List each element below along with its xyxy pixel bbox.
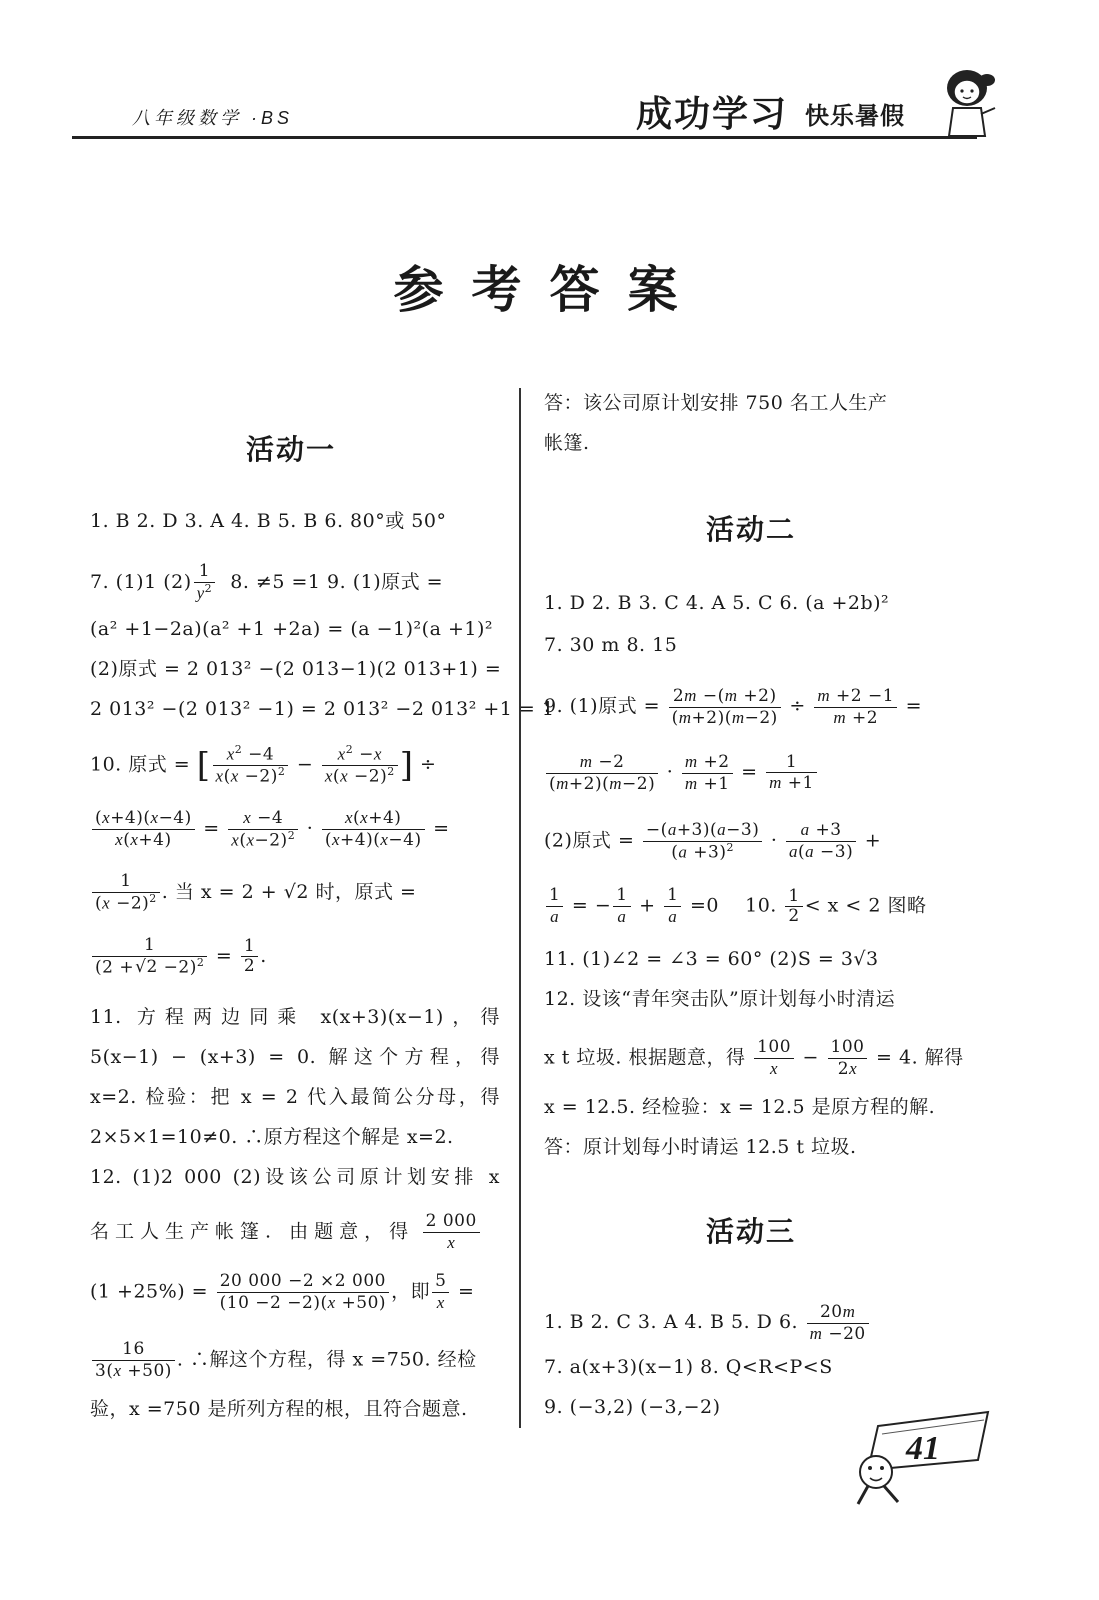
answer-line: 12. 设该“青年突击队”原计划每小时清运 <box>544 988 896 1010</box>
answer-line: (1 +25%) = $\frac{20 000 -2 \times 2 000}{(10 -2 -2)(x +50)}$ ，即 $\frac{5}{x}$ = <box>90 1271 475 1313</box>
answer-line: x = 12.5. 经检验：x = 12.5 是原方程的解. <box>544 1096 936 1118</box>
answer-line: $\frac{m -2}{(m+2)(m-2)}$ · $\frac{m +2}{m +1}$ = $\frac{1}{m +1}$ <box>544 752 819 794</box>
answer-line: 10. 原式 = [ $\frac{x^2 -4}{x(x -2)^2}$ − $\frac{x^2 -x}{x(x -2)^2}$ ] ÷ <box>90 743 437 787</box>
answer-line: 答：原计划每小时请运 12.5 t 垃圾. <box>544 1136 857 1158</box>
answer-line: 验，x =750 是所列方程的根，且符合题意. <box>90 1398 468 1420</box>
answer-line: (2)原式 = 2 013² −(2 013−1)(2 013+1) = <box>90 658 502 680</box>
answer-line: $\frac{1}{(2 +√2 -2)^2}$ = $\frac{1}{2}$ . <box>90 936 267 978</box>
answer-line: x t 垃圾. 根据题意，得 $\frac{100}{x}$ − $\frac{100}{2x}$ = 4. 解得 <box>544 1037 964 1079</box>
page-title: 参考答案 <box>393 261 706 319</box>
answer-line: x=2. 检验：把 x = 2 代入最简公分母，得 <box>90 1086 500 1108</box>
answer-line: $\frac{16}{3(x +50)}$ . ∴解这个方程，得 x =750. 经检 <box>90 1340 477 1381</box>
answer-line: $\frac{1}{a}$ = − $\frac{1}{a}$ + $\frac{1}{a}$ =0 10. $\frac{1}{2}$ < x < 2 图略 <box>544 886 927 927</box>
answer-line: 2×5×1=10≠0. ∴原方程这个解是 x=2. <box>90 1126 454 1148</box>
section-heading-activity-1: 活动一 <box>246 433 337 466</box>
answer-line: 11. (1)∠2 = ∠3 = 60° (2)S = 3√3 <box>544 948 879 970</box>
answer-line: $\frac{1}{(x -2)^2}$ . 当 x = 2 + √2 时，原式 = <box>90 872 416 914</box>
answer-line: 1. B 2. D 3. A 4. B 5. B 6. 80°或 50° <box>90 510 447 532</box>
answer-line: 2 013² −(2 013² −1) = 2 013² −2 013² +1 = 1 <box>90 698 555 720</box>
answer-line: 9. (1)原式 = $\frac{2m -(m +2)}{(m+2)(m-2)}$ ÷ $\frac{m +2 -1}{m +2}$ = <box>544 686 923 728</box>
answer-line: 11. 方程两边同乘 x(x+3)(x−1)，得 <box>90 1006 500 1028</box>
section-heading-activity-2: 活动二 <box>706 513 797 546</box>
answer-line: 12. (1)2 000 (2)设该公司原计划安排 x <box>90 1166 500 1188</box>
header-brand: 成功学习 <box>636 94 789 135</box>
header-grade-label: 八年级数学 ·BS <box>132 108 294 128</box>
answer-line: 7. (1)1 (2) $\frac{1}{y^2}$ 8. ≠5 =1 9. (1)原式 = <box>90 561 444 603</box>
answer-line: 7. 30 m 8. 15 <box>544 634 678 656</box>
answer-line: $\frac{(x+4)(x-4)}{x(x+4)}$ = $\frac{x -4}{x(x-2)^2}$ · $\frac{x(x+4)}{(x+4)(x-4)}$ = <box>90 808 450 851</box>
answer-line: 1. B 2. C 3. A 4. B 5. D 6. $\frac{20m}{m -20}$ <box>544 1302 871 1344</box>
answer-line: 答：该公司原计划安排 750 名工人生产 <box>544 392 888 414</box>
page-number: 41 <box>906 1430 940 1467</box>
header-subtitle: 快乐暑假 <box>805 102 905 130</box>
answer-line: 9. (−3,2) (−3,−2) <box>544 1396 721 1418</box>
answer-line: 名工人生产帐篷. 由题意，得 $\frac{2 000}{x}$ <box>90 1212 482 1253</box>
answer-line: (a² +1−2a)(a² +1 +2a) = (a −1)²(a +1)² <box>90 618 493 640</box>
header-rule <box>72 136 977 139</box>
answer-line: 帐篷. <box>544 432 590 454</box>
column-divider <box>519 388 521 1428</box>
section-heading-activity-3: 活动三 <box>706 1215 797 1248</box>
answer-line: (2)原式 = $\frac{-(a+3)(a-3)}{(a +3)^2}$ · $\frac{a +3}{a(a -3)}$ + <box>544 820 882 863</box>
answer-line: 7. a(x+3)(x−1) 8. Q<R<P<S <box>544 1356 833 1378</box>
answer-line: 1. D 2. B 3. C 4. A 5. C 6. (a +2b)² <box>544 592 890 614</box>
answer-line: 5(x−1) − (x+3) = 0. 解这个方程，得 <box>90 1046 500 1068</box>
girl-cartoon-icon <box>935 64 1001 142</box>
